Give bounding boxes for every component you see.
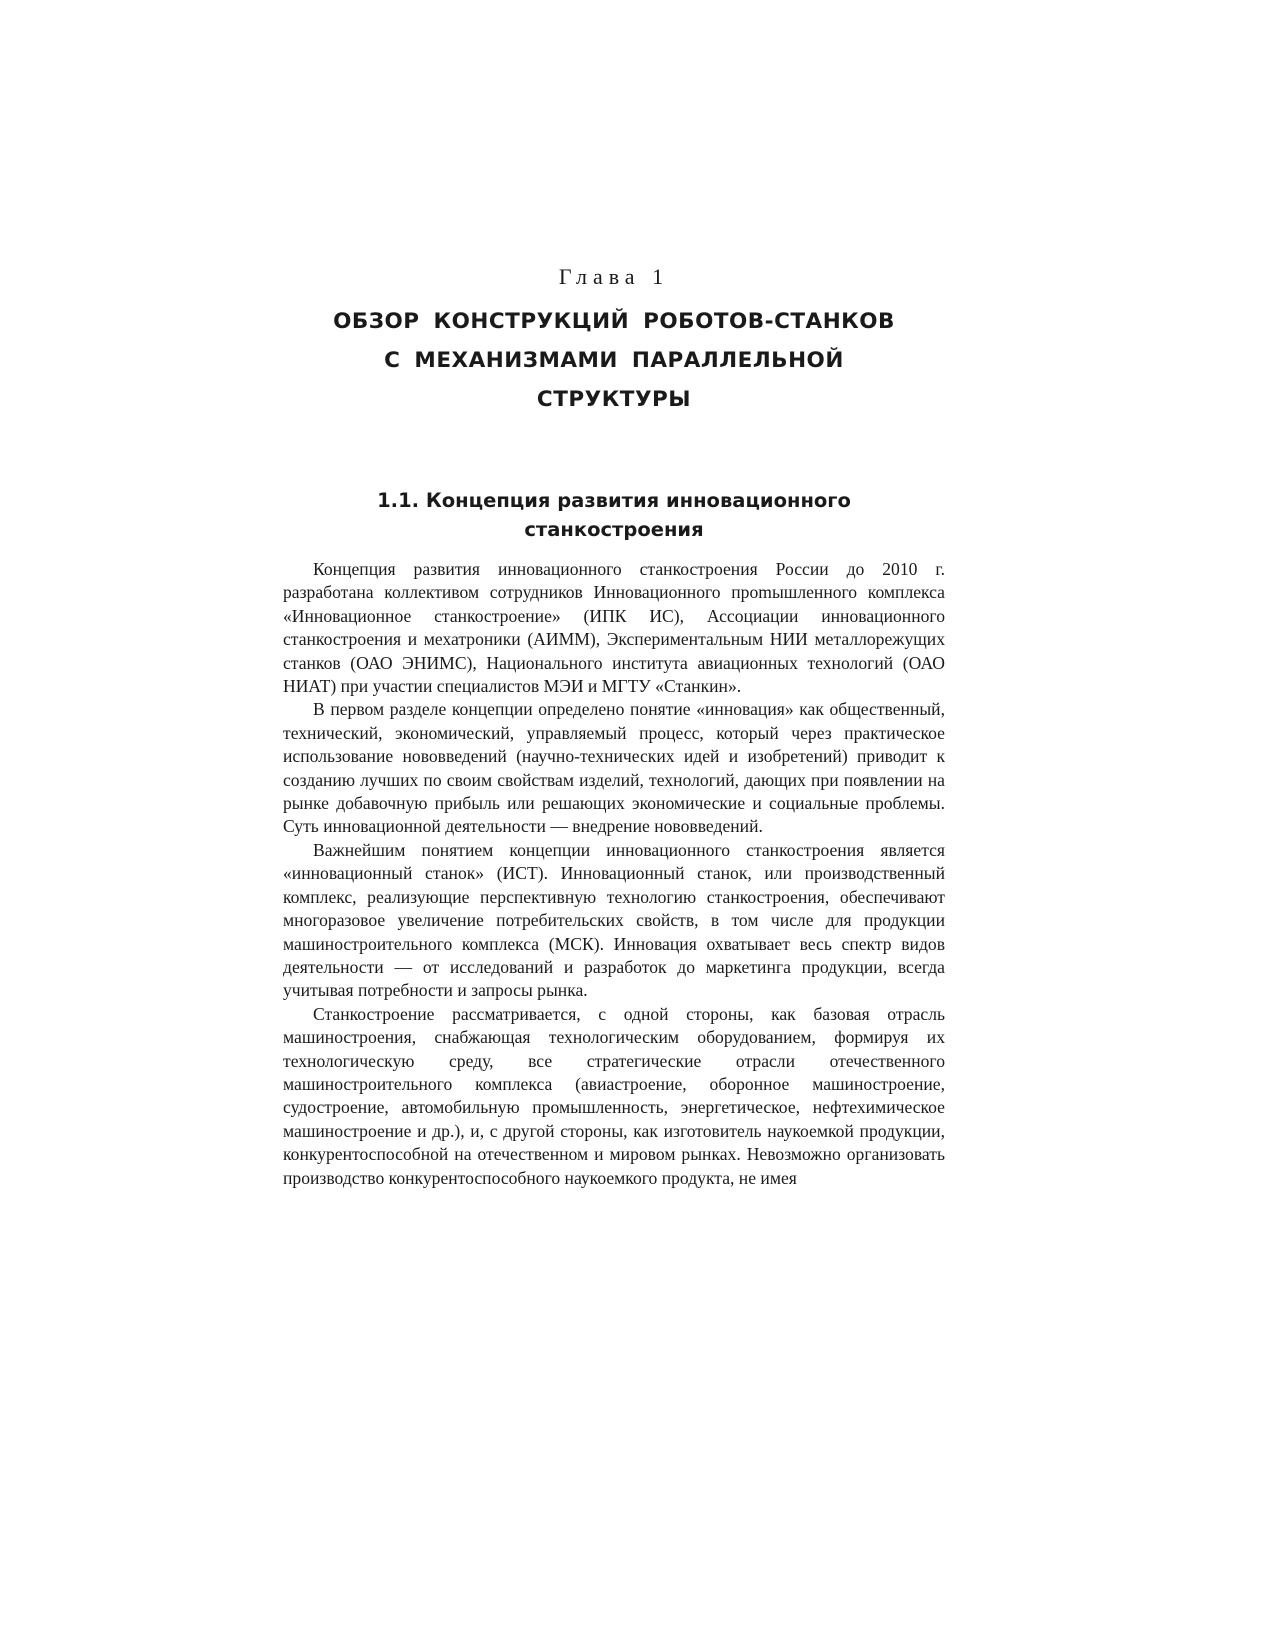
paragraph: В первом разделе концепции определено понятие «инновация» как общественный, технический, экономический, управляемый процесс, который через практическое использование нововведений (научно-технических идей и изобретений) приводит к созданию лучших по своим свойствам изделий, технологий, дающих при появлении на рынке добавочную прибыль или решающих экономические и социальные проблемы. Суть инновационной деятельности — внедрение нововведений. — [283, 699, 945, 837]
paragraph: Концепция развития инновационного станкостроения России до 2010 г. разработана коллективом сотрудников Инновационного проmышленного комплекса «Инновационное станкостроение» (ИПК ИС), Ассоциации инновационного станкостроения и мехатроники (АИММ), Экспериментальным НИИ металлорежущих станков (ОАО ЭНИМС), Национального института авиационных технологий (ОАО НИАТ) при участии специалистов МЭИ и МГТУ «Станкин». — [283, 559, 945, 697]
chapter-title — [283, 302, 945, 419]
section-title — [283, 486, 945, 544]
chapter-label: Глава 1 — [558, 264, 670, 289]
section-title-line: 1.1. Концепция развития инновационного — [377, 489, 851, 512]
book-page — [283, 262, 945, 1190]
chapter-title-line: ОБЗОР КОНСТРУКЦИЙ РОБОТОВ-СТАНКОВ — [333, 309, 895, 334]
chapter-title-line: СТРУКТУРЫ — [536, 387, 692, 412]
chapter-title-line: С МЕХАНИЗМАМИ ПАРАЛЛЕЛЬНОЙ — [384, 348, 844, 373]
section-title-line: станкостроения — [524, 518, 704, 541]
paragraph: Важнейшим понятием концепции инновационного станкостроения является «инновационный станок» (ИСТ). Инновационный станок, или производственный комплекс, реализующие перспективную технологию станкостроения, обеспечивают многоразовое увеличение потребительских свойств, в том числе для продукции машиностроительного комплекса (МСК). Инновация охватывает весь спектр видов деятельности — от исследований и разработок до маркетинга продукции, всегда учитывая потребности и запросы рынка. — [283, 839, 945, 1001]
body-text — [283, 558, 945, 1190]
paragraph: Станкостроение рассматривается, с одной стороны, как базовая отрасль машиностроения, снабжающая технологическим оборудованием, формируя их технологическую среду, все стратегические отрасли отечественного машиностроительного комплекса (авиастроение, оборонное машиностроение, судостроение, автомобильную промышленность, энергетическое, нефтехимическое машиностроение и др.), и, с другой стороны, как изготовитель наукоемкой продукции, конкурентоспособной на отечественном и мировом рынках. Невозможно организовать производство конкурентоспособного наукоемкого продукта, не имея — [283, 1003, 945, 1188]
